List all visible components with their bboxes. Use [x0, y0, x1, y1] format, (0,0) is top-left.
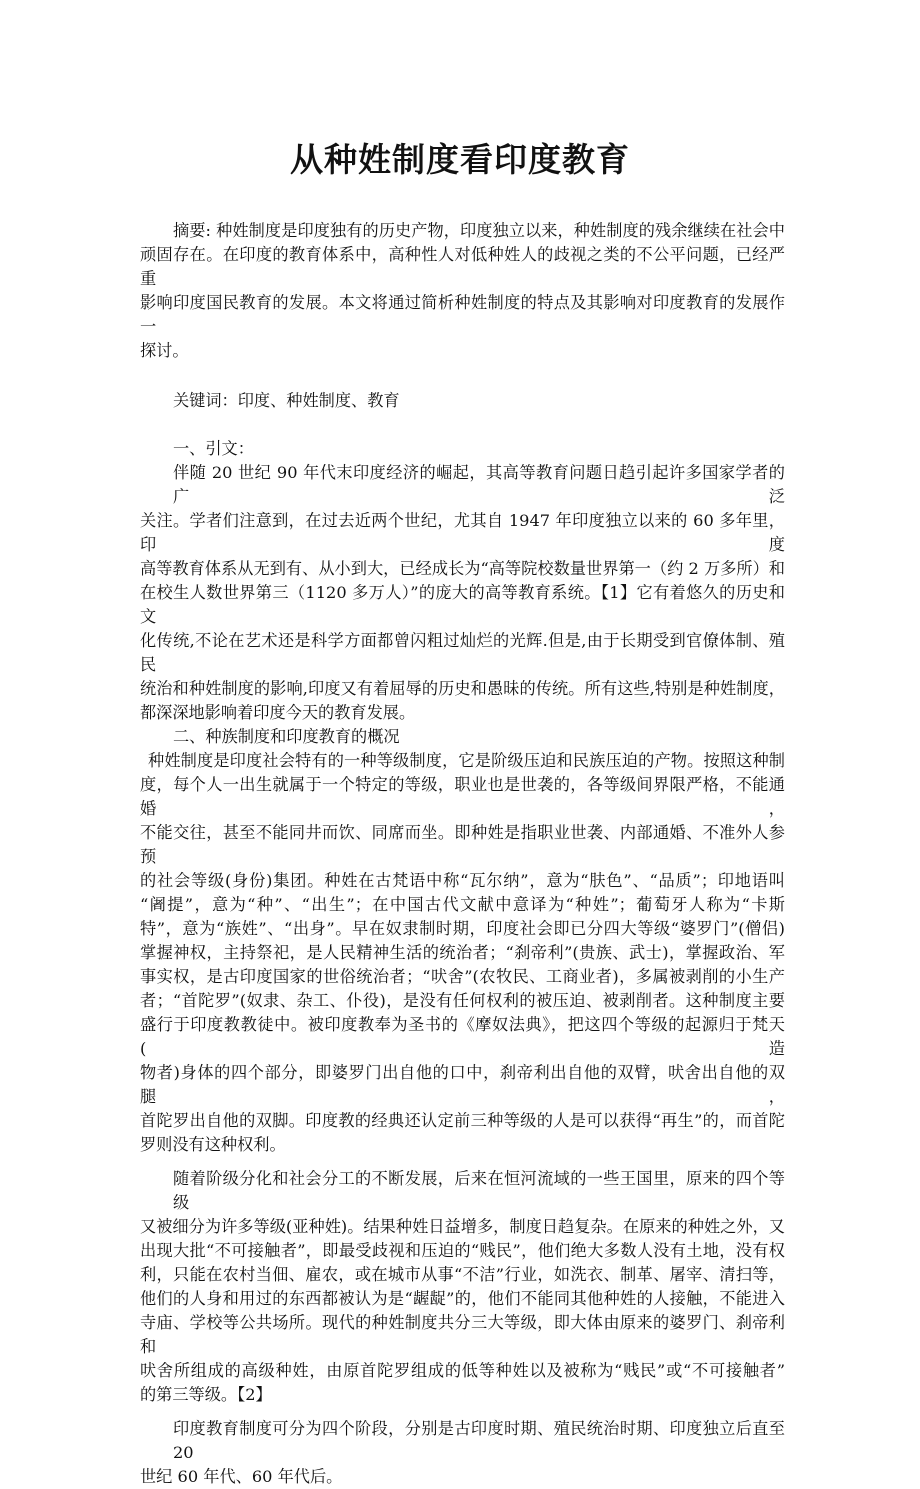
text-line: 种姓制度是印度社会特有的一种等级制度，它是阶级压迫和民族压迫的产物。按照这种制: [148, 751, 785, 770]
text-line: 吠舍所组成的高级种姓，由原首陀罗组成的低等种姓以及被称为“贱民”或“不可接触者”: [140, 1361, 785, 1380]
text-line: 不能交往，甚至不能同井而饮、同席而坐。即种姓是指职业世袭、内部通婚、不准外人参预: [140, 823, 785, 866]
text-line: 印度教育制度可分为四个阶段，分别是古印度时期、殖民统治时期、印度独立后直至 20: [173, 1419, 785, 1462]
text-line: 首陀罗出自他的双脚。印度教的经典还认定前三种等级的人是可以获得“再生”的，而首陀: [140, 1111, 785, 1130]
abstract-paragraph: [140, 219, 785, 363]
text-line: 关注。学者们注意到，在过去近两个世纪，尤其自 1947 年印度独立以来的 60 多年里，印度: [140, 511, 785, 554]
text-line: 特”，意为“族姓”、“出身”。早在奴隶制时期，印度社会即已分四大等级“婆罗门”(僧侣): [140, 919, 785, 938]
text-line: “阇提”，意为“种”、“出生”；在中国古代文献中意译为“种姓”；葡萄牙人称为“卡斯: [140, 895, 785, 914]
text-line: 化传统,不论在艺术还是科学方面都曾闪粗过灿烂的光辉.但是,由于长期受到官僚体制、殖民: [140, 631, 785, 674]
text-line: 利，只能在农村当佃、雇农，或在城市从事“不洁”行业，如洗衣、制革、屠宰、清扫等，: [140, 1265, 785, 1284]
text-line: 度，每个人一出生就属于一个特定的等级，职业也是世袭的，各等级间界限严格，不能通婚，: [140, 775, 785, 818]
text-line: 物者)身体的四个部分，即婆罗门出自他的口中，刹帝利出自他的双臂，吠舍出自他的双腿，: [140, 1063, 785, 1106]
text-line: 统治和种姓制度的影响,印度又有着屈辱的历史和愚昧的传统。所有这些,特别是种姓制度，: [140, 679, 785, 698]
text-line: 摘要: 种姓制度是印度独有的历史产物，印度独立以来，种姓制度的残余继续在社会中: [173, 221, 785, 240]
caste-paragraph: [140, 749, 785, 1157]
text-line: 寺庙、学校等公共场所。现代的种姓制度共分三大等级，即大体由原来的婆罗门、刹帝利和: [140, 1313, 785, 1356]
text-line: 顽固存在。在印度的教育体系中，高种性人对低种姓人的歧视之类的不公平问题，已经严重: [140, 245, 785, 288]
text-line: 伴随 20 世纪 90 年代末印度经济的崛起，其高等教育问题日趋引起许多国家学者的广泛: [173, 463, 785, 506]
text-line: 者；“首陀罗”(奴隶、杂工、仆役)，是没有任何权利的被压迫、被剥削者。这种制度主要: [140, 991, 785, 1010]
text-line: 事实权，是古印度国家的世俗统治者；“吠舍”(农牧民、工商业者)，多属被剥削的小生产: [140, 967, 785, 986]
text-line: 的社会等级(身份)集团。种姓在古梵语中称“瓦尔纳”，意为“肤色”、“品质”；印地语叫: [140, 871, 785, 890]
text-line: 随着阶级分化和社会分工的不断发展，后来在恒河流域的一些王国里，原来的四个等级: [173, 1169, 785, 1212]
intro-paragraph: [140, 461, 785, 725]
text-line: 的第三等级。【2】: [140, 1385, 272, 1404]
page-title: 从种姓制度看印度教育: [290, 140, 630, 179]
keywords-line: [140, 389, 785, 413]
document-body: [140, 219, 785, 1489]
text-line: 都深深地影响着印度今天的教育发展。: [140, 703, 416, 722]
text-line: 出现大批“不可接触者”，即最受歧视和压迫的“贱民”，他们绝大多数人没有土地，没有权: [140, 1241, 785, 1260]
text-line: 高等教育体系从无到有、从小到大，已经成长为“高等院校数量世界第一（约 2 万多所）和: [140, 559, 785, 578]
section2-heading: [140, 725, 785, 749]
text-line: 关键词：印度、种姓制度、教育: [173, 391, 400, 410]
text-line: 罗则没有这种权利。: [140, 1135, 286, 1154]
text-line: 世纪 60 年代、60 年代后。: [140, 1467, 343, 1486]
text-line: 掌握神权，主持祭祀，是人民精神生活的统治者；“刹帝利”(贵族、武士)，掌握政治、军: [140, 943, 785, 962]
text-line: 二、种族制度和印度教育的概况: [173, 727, 400, 746]
subcaste-paragraph: [140, 1167, 785, 1407]
text-line: 影响印度国民教育的发展。本文将通过简析种姓制度的特点及其影响对印度教育的发展作一: [140, 293, 785, 336]
text-line: 探讨。: [140, 341, 189, 360]
intro-heading: [140, 437, 785, 461]
text-line: 在校生人数世界第三（1120 多万人）”的庞大的高等教育系统。【1】它有着悠久的历史和文: [140, 583, 785, 626]
text-line: 又被细分为许多等级(亚种姓)。结果种姓日益增多，制度日趋复杂。在原来的种姓之外，又: [140, 1217, 785, 1236]
text-line: 他们的人身和用过的东西都被认为是“龌龊”的，他们不能同其他种姓的人接触，不能进入: [140, 1289, 785, 1308]
education-stages-paragraph: [140, 1417, 785, 1489]
text-line: 一、引文：: [173, 439, 254, 458]
text-line: 盛行于印度教教徒中。被印度教奉为圣书的《摩奴法典》，把这四个等级的起源归于梵天(造: [140, 1015, 785, 1058]
